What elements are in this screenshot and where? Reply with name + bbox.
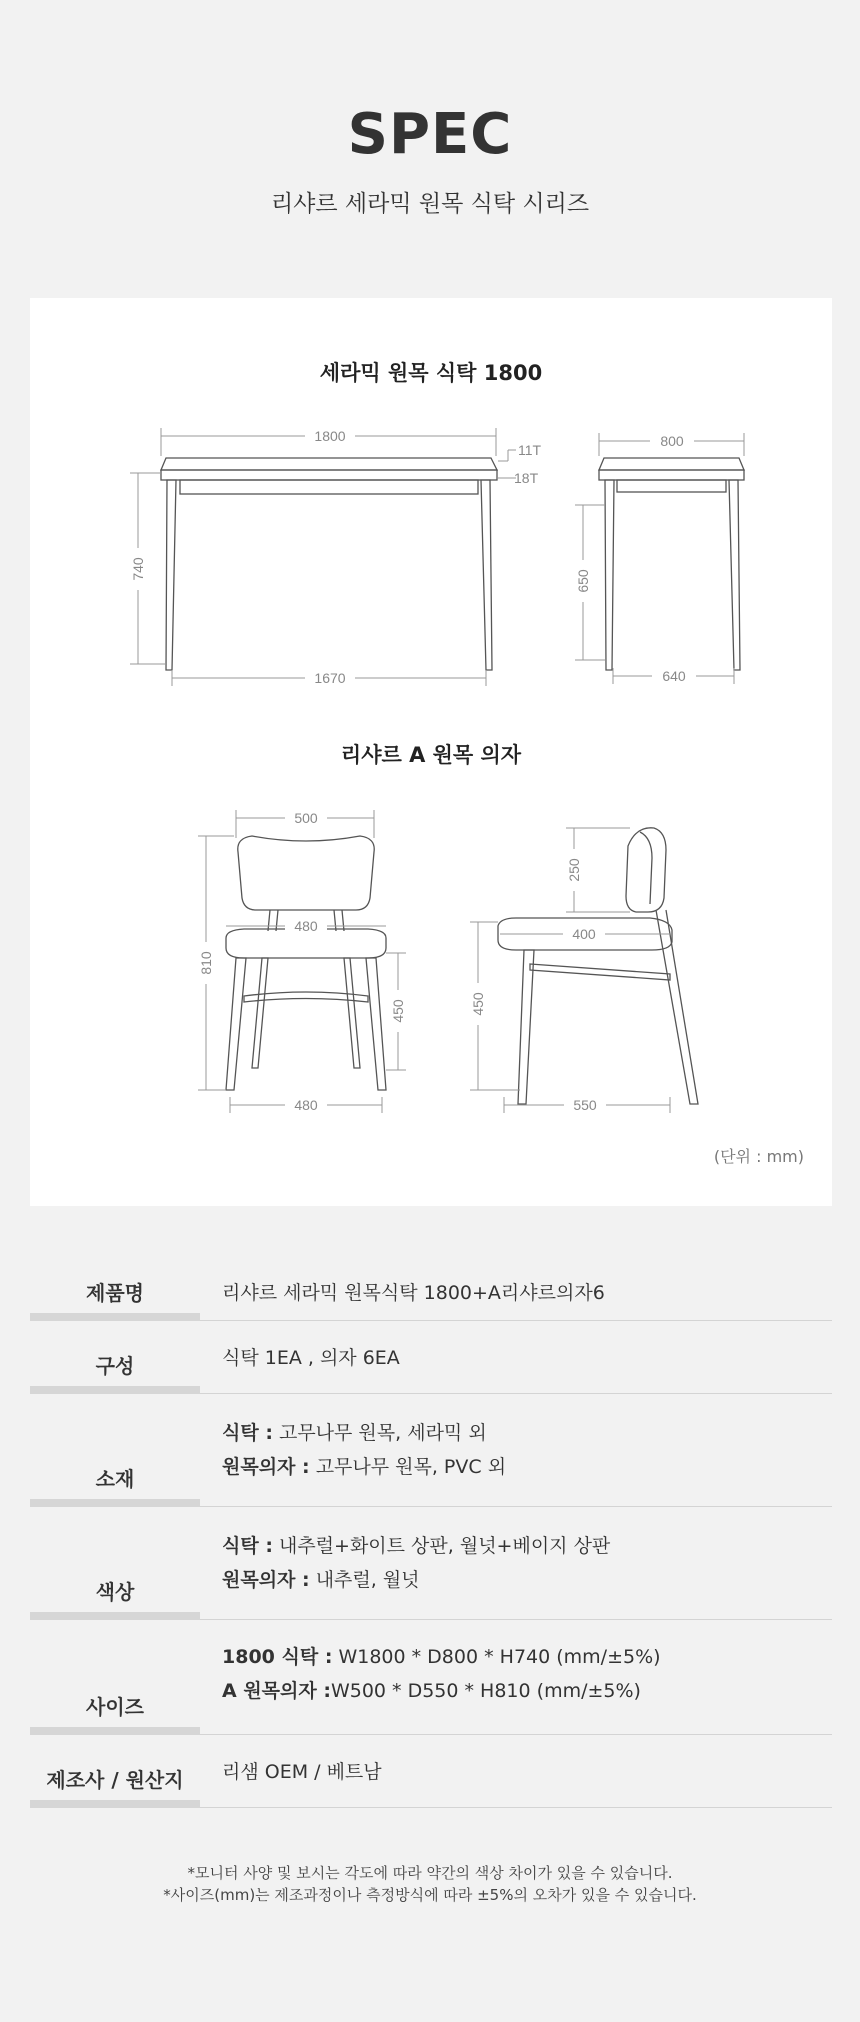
footnote-size: *사이즈(mm)는 제조과정이나 측정방식에 따라 ±5%의 오차가 있을 수 있습니다. (163, 1886, 697, 1904)
page-subtitle: 리샤르 세라믹 원목 식탁 시리즈 (270, 191, 590, 217)
spec-label: 소재 (95, 1467, 135, 1491)
dim-total-thickness: 18T (514, 470, 539, 486)
spec-key: 1800 식탁 : (222, 1646, 333, 1668)
spec-table (30, 1268, 832, 1808)
spec-label: 구성 (95, 1354, 135, 1378)
label-underline (30, 1612, 200, 1620)
dim-table-width: 1800 (314, 428, 346, 444)
spec-text: W1800 * D800 * H740 (mm/±5%) (332, 1646, 661, 1668)
spec-value-lines (222, 1529, 610, 1597)
label-underline (30, 1800, 200, 1808)
dim-chair-back-width: 500 (294, 810, 318, 826)
spec-text: 내추럴, 월넛 (315, 1569, 420, 1591)
dim-chair-seat-width: 480 (294, 918, 318, 934)
chair-front-drawing (196, 808, 408, 1115)
table-front-drawing (128, 426, 542, 688)
label-underline (30, 1386, 200, 1394)
spec-row-maker (30, 1735, 832, 1808)
spec-label: 제품명 (86, 1281, 144, 1305)
spec-key: A 원목의자 : (222, 1680, 331, 1702)
spec-text: 고무나무 원목, PVC 외 (315, 1456, 507, 1478)
dimension-diagram-panel (30, 298, 832, 1206)
table-diagram-title: 세라믹 원목 식탁 1800 (319, 361, 543, 385)
label-underline (30, 1727, 200, 1735)
spec-key: 식탁 : (222, 1422, 273, 1444)
spec-key: 원목의자 : (222, 1456, 310, 1478)
footnote-color: *모니터 사양 및 보시는 각도에 따라 약간의 색상 차이가 있을 수 있습니다. (187, 1864, 673, 1882)
dim-table-side-leg-span: 640 (662, 668, 686, 684)
dim-table-depth: 800 (660, 433, 684, 449)
table-side-drawing (573, 431, 744, 686)
spec-value-lines (222, 1416, 506, 1484)
spec-row-product-name (30, 1268, 832, 1321)
dim-chair-height: 810 (198, 951, 214, 975)
dim-table-height: 740 (130, 557, 146, 581)
spec-key: 원목의자 : (222, 1569, 310, 1591)
dim-top-thickness: 11T (518, 442, 542, 458)
label-underline (30, 1499, 200, 1507)
dimension-drawings (30, 298, 832, 1206)
dim-table-leg-span: 1670 (314, 670, 346, 686)
unit-note: (단위 : mm) (713, 1147, 804, 1166)
spec-text: 내추럴+화이트 상판, 월넛+베이지 상판 (278, 1535, 611, 1557)
spec-row-material (30, 1394, 832, 1507)
dim-chair-seat-depth: 400 (572, 926, 596, 942)
spec-text: W500 * D550 * H810 (mm/±5%) (330, 1680, 641, 1702)
spec-label: 제조사 / 원산지 (46, 1768, 184, 1792)
dim-chair-depth: 550 (573, 1097, 597, 1113)
dim-chair-back-height: 250 (566, 858, 582, 882)
spec-value-lines (222, 1640, 661, 1708)
chair-side-drawing (468, 828, 698, 1115)
spec-row-composition (30, 1321, 832, 1394)
page-title: SPEC (347, 102, 513, 167)
spec-value: 리샘 OEM / 베트남 (222, 1761, 382, 1783)
spec-row-color (30, 1507, 832, 1620)
spec-value: 식탁 1EA , 의자 6EA (222, 1347, 400, 1369)
spec-text: 고무나무 원목, 세라믹 외 (278, 1422, 487, 1444)
spec-label: 색상 (95, 1580, 135, 1604)
footnote (0, 1862, 860, 1906)
dim-chair-leg-span: 480 (294, 1097, 318, 1113)
dim-table-side-height: 650 (575, 569, 591, 593)
spec-value: 리샤르 세라믹 원목식탁 1800+A리샤르의자6 (222, 1282, 605, 1304)
dim-chair-seat-height: 450 (390, 999, 406, 1023)
chair-diagram-title: 리샤르 A 원목 의자 (340, 743, 522, 767)
spec-row-size (30, 1620, 832, 1735)
label-underline (30, 1313, 200, 1321)
spec-label: 사이즈 (86, 1695, 144, 1719)
dim-chair-side-seat-height: 450 (470, 992, 486, 1016)
spec-key: 식탁 : (222, 1535, 273, 1557)
